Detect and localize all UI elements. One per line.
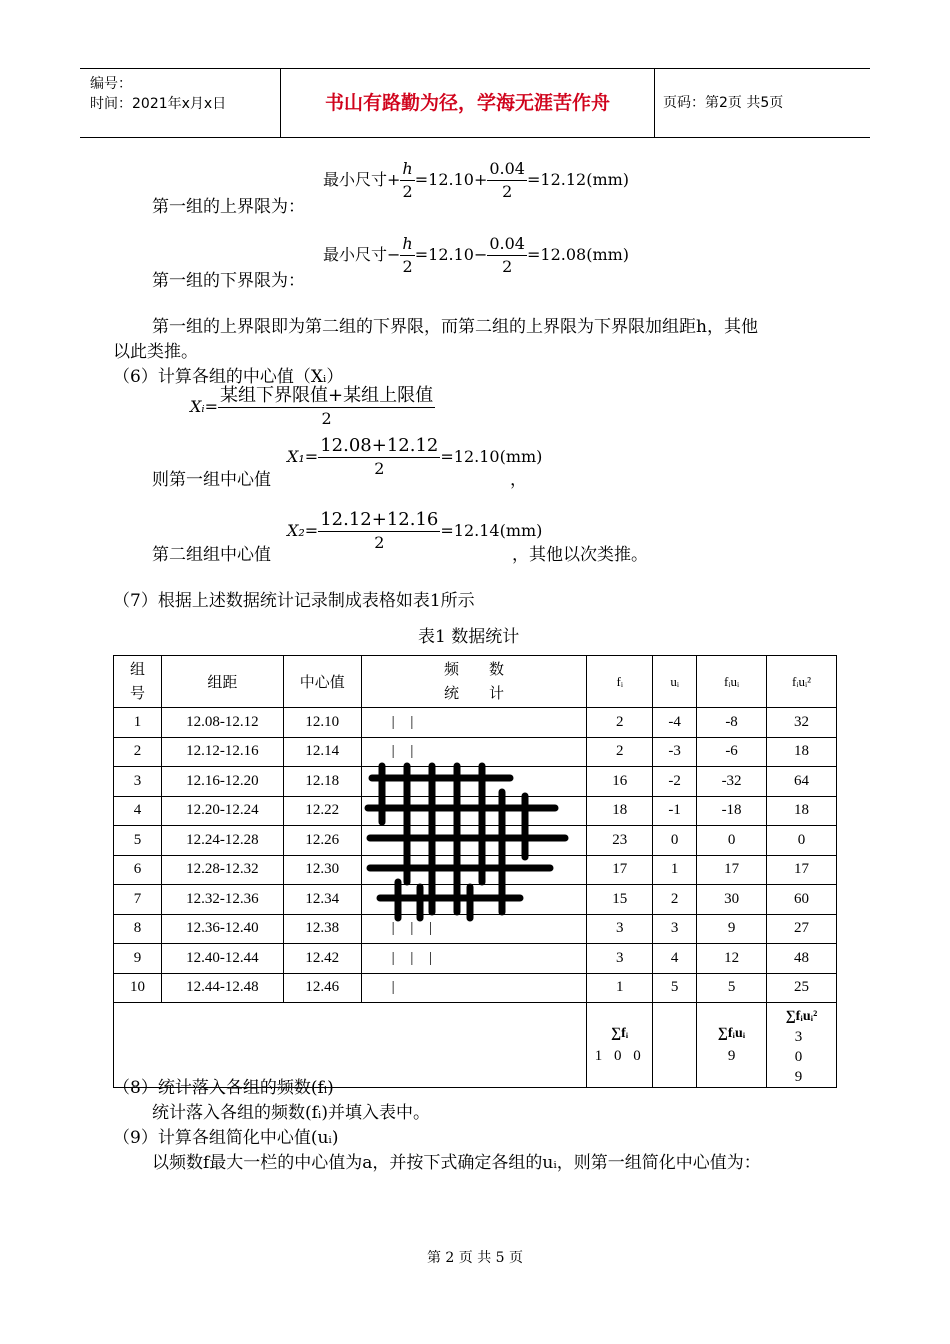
lower-two: 2 — [402, 257, 413, 276]
upper-bound-formula — [323, 158, 629, 203]
cell-tally: | | | — [361, 914, 587, 944]
step-7-heading: （7）根据上述数据统计记录制成表格如表1所示 — [113, 591, 475, 611]
cell-ui: 2 — [653, 885, 697, 915]
header-fiui2: fᵢuᵢ² — [767, 656, 837, 708]
header-tally-top: 频 数 — [443, 661, 504, 678]
cell-ui: -4 — [653, 708, 697, 738]
cell-ui: 4 — [653, 944, 697, 974]
total-fiui-label: ∑fᵢuᵢ — [717, 1026, 746, 1041]
cell-group-no: 2 — [114, 737, 162, 767]
cell-fiui: -6 — [697, 737, 767, 767]
upper-result: =12.12(mm) — [526, 170, 630, 189]
header-motto: 书山有路勤为径，学海无涯苦作舟 — [281, 69, 655, 137]
cell-ui: 0 — [653, 826, 697, 856]
header-page-info: 页码：第2页 共5页 — [663, 95, 784, 111]
header-group: 组号 — [114, 656, 162, 708]
cell-fiui2: 18 — [767, 796, 837, 826]
cell-group-no: 10 — [114, 973, 162, 1003]
table-row — [114, 973, 837, 1003]
cell-fiui2: 64 — [767, 767, 837, 797]
total-fiui2 — [767, 1003, 837, 1088]
upper-den: 2 — [502, 182, 513, 201]
total-fi — [587, 1003, 653, 1088]
table-row — [114, 944, 837, 974]
cell-fiui2: 17 — [767, 855, 837, 885]
x2-formula — [287, 509, 542, 554]
x1-comma: ， — [510, 470, 527, 490]
cell-fi: 17 — [587, 855, 653, 885]
total-fiui-value: 9 — [727, 1048, 736, 1064]
cell-group-no: 3 — [114, 767, 162, 797]
header-meta — [80, 69, 281, 137]
cell-fiui2: 25 — [767, 973, 837, 1003]
cell-center: 12.22 — [283, 796, 361, 826]
lower-bound-formula — [323, 233, 629, 278]
cell-fi: 16 — [587, 767, 653, 797]
cell-center: 12.38 — [283, 914, 361, 944]
cell-fiui: 30 — [697, 885, 767, 915]
lower-eq1: =12.10− — [414, 245, 488, 264]
upper-bound-label: 第一组的上界限为： — [152, 197, 305, 217]
cell-fiui: 5 — [697, 973, 767, 1003]
total-fi-value: 1 0 0 — [594, 1048, 645, 1064]
cell-fi: 2 — [587, 708, 653, 738]
doc-date: 时间：2021年x月x日 — [90, 96, 227, 112]
table-row — [114, 708, 837, 738]
cell-fiui: 0 — [697, 826, 767, 856]
cell-group-no: 8 — [114, 914, 162, 944]
xi-den: 2 — [321, 409, 332, 428]
x2-tail: ，其他以次类推。 — [512, 545, 648, 565]
cell-fi: 2 — [587, 737, 653, 767]
cell-tally: | | — [361, 708, 587, 738]
doc-number-label: 编号： — [90, 76, 132, 92]
cell-group-no: 5 — [114, 826, 162, 856]
upper-num: 0.04 — [487, 158, 527, 181]
xi-formula — [190, 385, 435, 430]
cell-fiui2: 27 — [767, 914, 837, 944]
lower-prefix: 最小尺寸− — [323, 245, 401, 264]
x1-label: X₁= — [287, 447, 319, 466]
cell-range: 12.28-12.32 — [161, 855, 283, 885]
total-fiui — [697, 1003, 767, 1088]
cell-center: 12.26 — [283, 826, 361, 856]
cell-center: 12.42 — [283, 944, 361, 974]
cell-fiui: 17 — [697, 855, 767, 885]
step-9-body: 以频数f最大一栏的中心值为a，并按下式确定各组的uᵢ，则第一组简化中心值为： — [152, 1153, 761, 1173]
cell-tally: | | — [361, 737, 587, 767]
cell-ui: 1 — [653, 855, 697, 885]
cell-center: 12.46 — [283, 973, 361, 1003]
cell-center: 12.30 — [283, 855, 361, 885]
cell-fiui2: 32 — [767, 708, 837, 738]
upper-eq1: =12.10+ — [414, 170, 488, 189]
upper-h: h — [400, 158, 414, 181]
total-fiui2-label: ∑fᵢuᵢ² — [785, 1009, 818, 1024]
cell-fi: 1 — [587, 973, 653, 1003]
header-tally — [361, 656, 587, 708]
cell-range: 12.44-12.48 — [161, 973, 283, 1003]
x2-result: =12.14(mm) — [440, 521, 543, 540]
cell-fiui2: 0 — [767, 826, 837, 856]
tally-marks-drawing — [360, 762, 570, 922]
cell-group-no: 4 — [114, 796, 162, 826]
cell-group-no: 7 — [114, 885, 162, 915]
lower-bound-label: 第一组的下界限为： — [152, 271, 305, 291]
step-8-heading: （8）统计落入各组的频数(fᵢ) — [113, 1078, 334, 1098]
x1-result: =12.10(mm) — [440, 447, 543, 466]
cell-fi: 23 — [587, 826, 653, 856]
cell-fiui2: 48 — [767, 944, 837, 974]
lower-result: =12.08(mm) — [526, 245, 630, 264]
lower-den: 2 — [502, 257, 513, 276]
x1-formula — [287, 435, 542, 480]
cell-tally: | | | — [361, 944, 587, 974]
para-line-1: 第一组的上界限即为第二组的下界限，而第二组的上界限为下界限加组距h，其他 — [152, 317, 758, 337]
step-9-heading: （9）计算各组简化中心值(uᵢ) — [113, 1128, 339, 1148]
cell-tally: | — [361, 973, 587, 1003]
header-range: 组距 — [161, 656, 283, 708]
x1-den: 2 — [374, 459, 385, 478]
cell-fiui: -8 — [697, 708, 767, 738]
x2-intro: 第二组组中心值 — [152, 545, 271, 565]
cell-range: 12.16-12.20 — [161, 767, 283, 797]
cell-fiui: 9 — [697, 914, 767, 944]
cell-group-no: 6 — [114, 855, 162, 885]
cell-group-no: 1 — [114, 708, 162, 738]
para-line-2: 以此类推。 — [113, 342, 198, 362]
cell-range: 12.08-12.12 — [161, 708, 283, 738]
x1-num: 12.08+12.12 — [320, 435, 439, 456]
cell-fi: 15 — [587, 885, 653, 915]
cell-ui: 3 — [653, 914, 697, 944]
page-footer: 第 2 页 共 5 页 — [426, 1250, 524, 1266]
lower-h: h — [400, 233, 414, 256]
cell-center: 12.10 — [283, 708, 361, 738]
x2-label: X₂= — [287, 521, 319, 540]
header-fi: fᵢ — [587, 656, 653, 708]
header-tally-bottom: 统 计 — [443, 685, 504, 702]
table-header-row — [114, 656, 837, 708]
cell-ui: -2 — [653, 767, 697, 797]
cell-ui: 5 — [653, 973, 697, 1003]
cell-fiui: -32 — [697, 767, 767, 797]
x2-den: 2 — [374, 533, 385, 552]
cell-fi: 18 — [587, 796, 653, 826]
page-header — [80, 68, 870, 138]
cell-center: 12.34 — [283, 885, 361, 915]
cell-range: 12.12-12.16 — [161, 737, 283, 767]
cell-fiui2: 18 — [767, 737, 837, 767]
xi-num: 某组下界限值+某组上限值 — [220, 385, 434, 406]
total-fi-label: ∑fᵢ — [611, 1026, 629, 1041]
header-ui: uᵢ — [653, 656, 697, 708]
cell-ui: -3 — [653, 737, 697, 767]
cell-range: 12.36-12.40 — [161, 914, 283, 944]
header-center: 中心值 — [283, 656, 361, 708]
header-fiui: fᵢuᵢ — [697, 656, 767, 708]
table-title: 表1 数据统计 — [418, 627, 520, 647]
x1-intro: 则第一组中心值 — [152, 470, 271, 490]
total-fiui2-value: 3 0 9 — [794, 1029, 809, 1085]
cell-ui: -1 — [653, 796, 697, 826]
cell-center: 12.18 — [283, 767, 361, 797]
cell-center: 12.14 — [283, 737, 361, 767]
lower-num: 0.04 — [487, 233, 527, 256]
cell-fiui: -18 — [697, 796, 767, 826]
upper-prefix: 最小尺寸+ — [323, 170, 401, 189]
x2-num: 12.12+12.16 — [320, 509, 439, 530]
cell-range: 12.40-12.44 — [161, 944, 283, 974]
total-ui-blank — [653, 1003, 697, 1088]
step-6-heading: （6）计算各组的中心值（Xᵢ） — [113, 367, 344, 387]
cell-range: 12.24-12.28 — [161, 826, 283, 856]
step-8-body: 统计落入各组的频数(fᵢ)并填入表中。 — [152, 1103, 430, 1123]
cell-range: 12.32-12.36 — [161, 885, 283, 915]
cell-fi: 3 — [587, 944, 653, 974]
cell-fi: 3 — [587, 914, 653, 944]
cell-range: 12.20-12.24 — [161, 796, 283, 826]
cell-fiui2: 60 — [767, 885, 837, 915]
cell-group-no: 9 — [114, 944, 162, 974]
cell-fiui: 12 — [697, 944, 767, 974]
xi-label: Xᵢ= — [190, 397, 219, 416]
upper-two: 2 — [402, 182, 413, 201]
